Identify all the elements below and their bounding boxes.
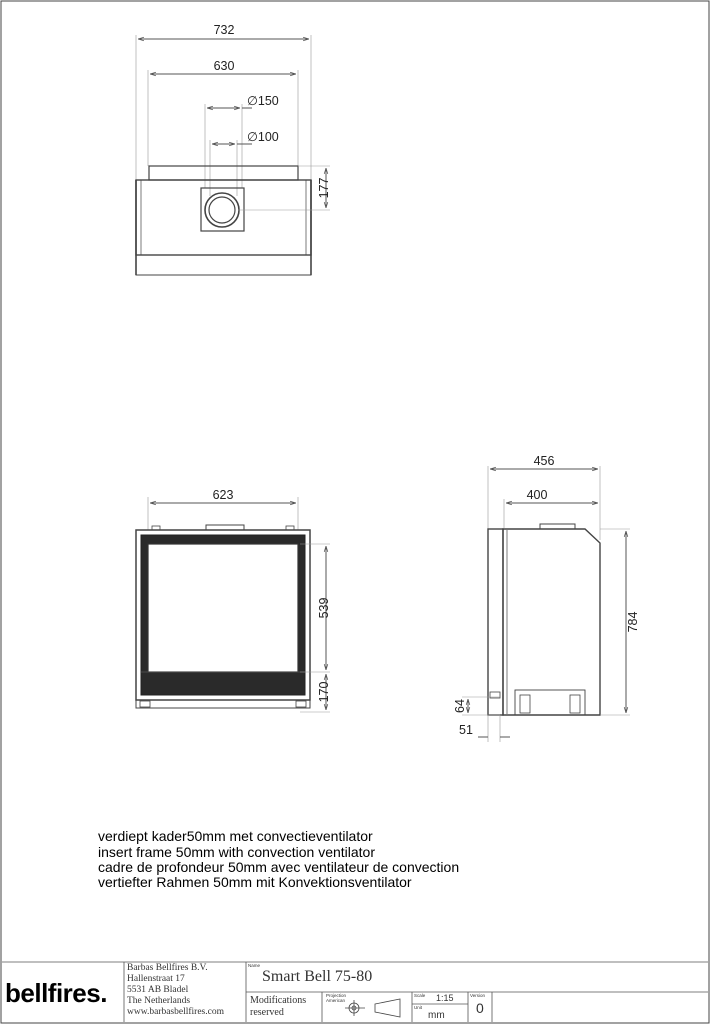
modifications-line-2: reserved [250, 1007, 284, 1018]
dim-side-foot-offset: 51 [459, 723, 473, 737]
modifications-line-1: Modifications [250, 995, 307, 1006]
dim-flue-outer: ∅150 [247, 94, 279, 108]
name-caption: Name [248, 963, 261, 968]
unit-caption: Unit [414, 1005, 423, 1010]
note-dutch: verdiept kader50mm met convectieventilator [98, 828, 373, 844]
version-caption: Version [470, 993, 486, 998]
company-line-3: 5531 AB Bladel [127, 985, 189, 995]
note-german: vertiefter Rahmen 50mm mit Konvektionsventilator [98, 874, 412, 890]
side-view [462, 466, 630, 742]
company-website: www.barbasbellfires.com [127, 1007, 224, 1017]
dim-flue-inner: ∅100 [247, 130, 279, 144]
company-line-4: The Netherlands [127, 996, 191, 1006]
company-line-1: Barbas Bellfires B.V. [127, 963, 208, 973]
note-english: insert frame 50mm with convection ventilator [98, 844, 375, 860]
dim-side-depth-outer: 456 [533, 454, 555, 468]
scale-caption: Scale [414, 993, 426, 998]
projection-symbol [345, 999, 400, 1017]
unit-value: mm [428, 1010, 445, 1021]
version-value: 0 [476, 1000, 484, 1016]
dim-front-glass-height: 539 [317, 597, 331, 619]
dim-side-foot-height: 64 [453, 699, 467, 713]
front-view [136, 497, 330, 712]
bellfires-logo: bellfires. [5, 978, 107, 1008]
projection-caption: Projection American [326, 993, 347, 1003]
dim-front-base-height: 170 [317, 681, 331, 703]
company-line-2: Hallenstraat 17 [127, 974, 185, 984]
dim-top-depth: 177 [317, 177, 331, 199]
dim-side-depth-inner: 400 [526, 488, 548, 502]
dim-top-width-inner: 630 [213, 59, 235, 73]
dim-top-width-outer: 732 [213, 23, 235, 37]
scale-value: 1:15 [436, 993, 454, 1003]
dim-side-height: 784 [626, 611, 640, 633]
product-name: Smart Bell 75-80 [262, 968, 373, 985]
dim-front-width: 623 [212, 488, 234, 502]
note-french: cadre de profondeur 50mm avec ventilateur de convection [98, 859, 460, 875]
